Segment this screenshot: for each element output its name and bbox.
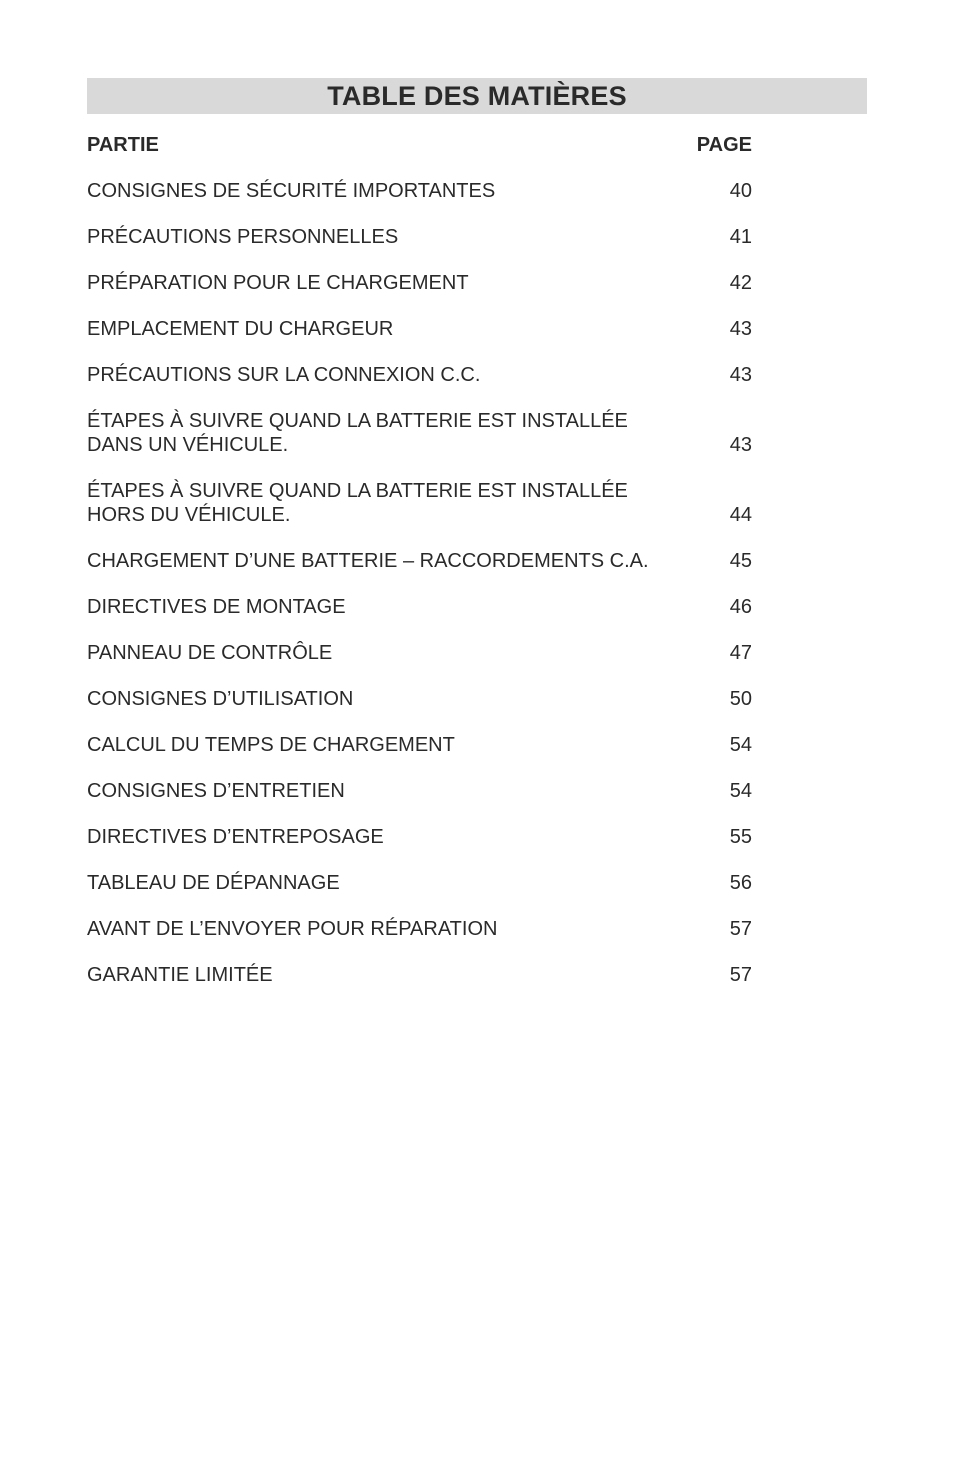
toc-header-page: PAGE <box>696 134 752 156</box>
toc-entry-label: PRÉCAUTIONS PERSONNELLES <box>87 226 399 248</box>
toc-entry[interactable] <box>87 641 752 665</box>
toc-entry-label: CONSIGNES D’UTILISATION <box>87 688 354 710</box>
toc-entry-label: DIRECTIVES DE MONTAGE <box>87 596 346 618</box>
toc-entry[interactable] <box>87 687 752 711</box>
toc-entry[interactable] <box>87 733 752 757</box>
page-title: TABLE DES MATIÈRES <box>327 80 627 111</box>
toc-entry-page: 46 <box>729 596 752 618</box>
toc-entry-page: 55 <box>729 826 752 848</box>
toc-entry[interactable] <box>87 271 752 295</box>
toc-entry-page: 45 <box>729 550 752 572</box>
toc-entry[interactable] <box>87 363 752 387</box>
toc-entry[interactable] <box>87 225 752 249</box>
toc-entry-page: 43 <box>729 434 752 456</box>
toc-entry-label: PRÉPARATION POUR LE CHARGEMENT <box>87 272 469 294</box>
toc-entry-page: 56 <box>729 872 752 894</box>
toc-entry[interactable] <box>87 479 752 527</box>
toc-entry[interactable] <box>87 409 752 457</box>
toc-entry-page: 43 <box>729 318 752 340</box>
toc-entry-label: CALCUL DU TEMPS DE CHARGEMENT <box>87 734 455 756</box>
toc-entry-page: 43 <box>729 364 752 386</box>
toc-entry-label: CONSIGNES DE SÉCURITÉ IMPORTANTES <box>87 180 496 202</box>
toc-header-row <box>87 133 752 157</box>
toc-entry-label: PRÉCAUTIONS SUR LA CONNEXION C.C. <box>87 364 481 386</box>
toc-entry[interactable] <box>87 317 752 341</box>
toc-entry[interactable] <box>87 963 752 987</box>
toc-entry[interactable] <box>87 825 752 849</box>
table-of-contents <box>87 133 752 1009</box>
toc-entry-label: AVANT DE L’ENVOYER POUR RÉPARATION <box>87 918 498 940</box>
toc-entry[interactable] <box>87 779 752 803</box>
toc-entry[interactable] <box>87 917 752 941</box>
toc-entry-page: 54 <box>729 734 752 756</box>
toc-entry-label: EMPLACEMENT DU CHARGEUR <box>87 318 394 340</box>
toc-entry-page: 50 <box>729 688 752 710</box>
toc-entry-label: GARANTIE LIMITÉE <box>87 964 273 986</box>
toc-entry[interactable] <box>87 871 752 895</box>
toc-entry-page: 57 <box>729 918 752 940</box>
toc-entry[interactable] <box>87 595 752 619</box>
toc-entry[interactable] <box>87 179 752 203</box>
toc-entry-label: CONSIGNES D’ENTRETIEN <box>87 780 345 802</box>
toc-entry[interactable] <box>87 549 752 573</box>
toc-entry-label: TABLEAU DE DÉPANNAGE <box>87 872 340 894</box>
toc-entry-page: 47 <box>729 642 752 664</box>
toc-entry-page: 44 <box>729 504 752 526</box>
toc-entry-page: 42 <box>729 272 752 294</box>
toc-entry-label: CHARGEMENT D’UNE BATTERIE – RACCORDEMENTS C.A. <box>87 550 649 572</box>
toc-entry-label: ÉTAPES À SUIVRE QUAND LA BATTERIE EST INSTALLÉE DANS UN VÉHICULE. <box>87 410 628 456</box>
toc-entry-page: 54 <box>729 780 752 802</box>
toc-entry-label: DIRECTIVES D’ENTREPOSAGE <box>87 826 384 848</box>
toc-entry-label: PANNEAU DE CONTRÔLE <box>87 642 333 664</box>
toc-entry-page: 57 <box>729 964 752 986</box>
toc-entry-label: ÉTAPES À SUIVRE QUAND LA BATTERIE EST INSTALLÉE HORS DU VÉHICULE. <box>87 480 628 526</box>
toc-header-part: PARTIE <box>87 134 159 156</box>
toc-entry-page: 40 <box>729 180 752 202</box>
title-bar <box>87 78 867 114</box>
toc-entry-page: 41 <box>729 226 752 248</box>
